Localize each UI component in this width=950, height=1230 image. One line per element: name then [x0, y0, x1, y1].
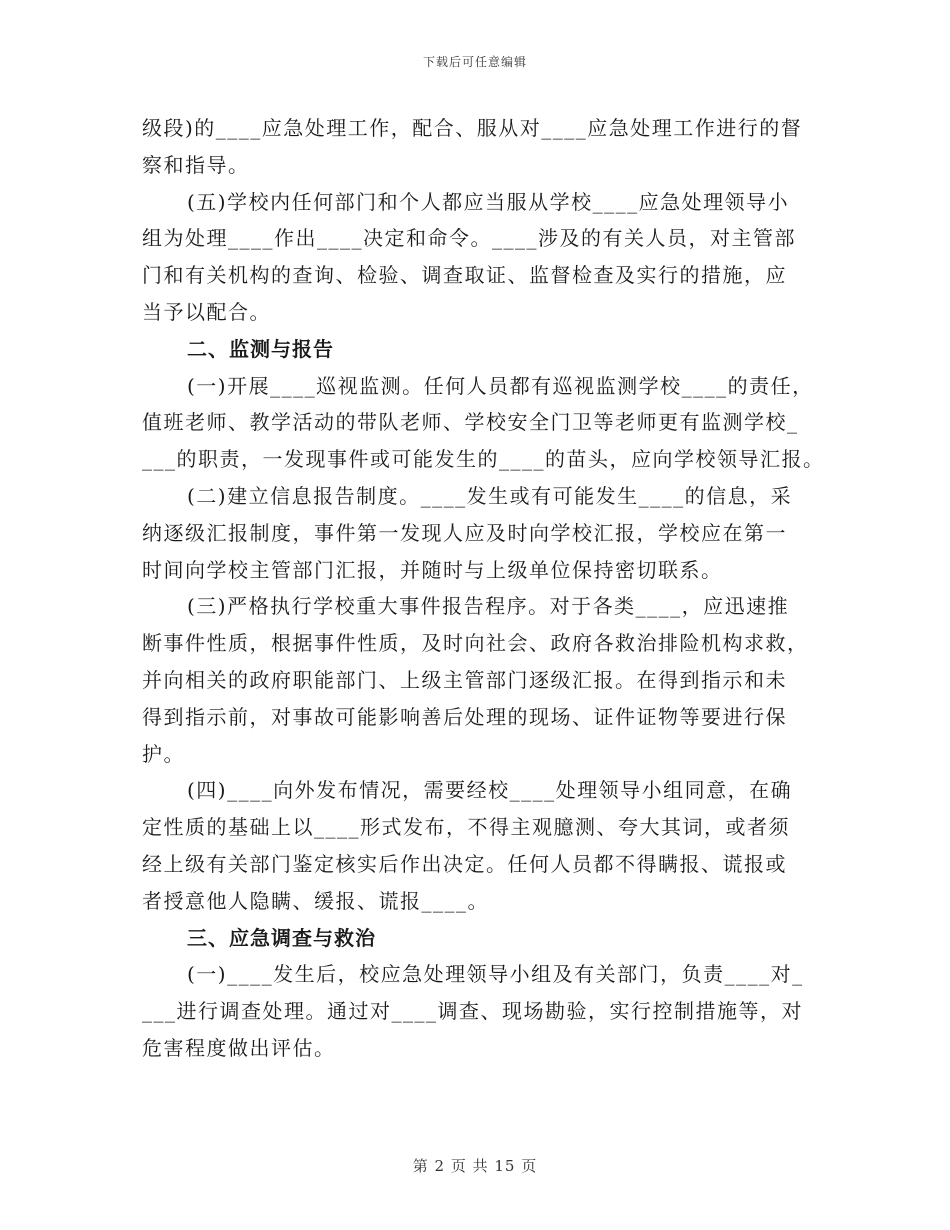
text-line: 纳逐级汇报制度，事件第一发现人应及时向学校汇报，学校应在第一: [142, 520, 787, 545]
text-line: (四)____向外发布情况，需要经校____处理领导小组同意，在确: [187, 778, 793, 803]
text-line: (五)学校内任何部门和个人都应当服从学校____应急处理领导小: [187, 189, 790, 214]
text-line: 经上级有关部门鉴定核实后作出决定。任何人员都不得瞒报、谎报或: [142, 851, 787, 876]
document-body: [142, 110, 825, 1067]
text-line: 级段)的____应急处理工作，配合、服从对____应急处理工作进行的督: [142, 116, 803, 140]
text-line: 门和有关机构的查询、检验、调查取证、监督检查及实行的措施，应: [142, 263, 787, 288]
text-line: 者授意他人隐瞒、缓报、谎报____。: [142, 888, 489, 913]
text-line: 得到指示前，对事故可能影响善后处理的现场、证件证物等要进行保: [142, 704, 787, 729]
text-line: ___的职责，一发现事件或可能发生的____的苗头，应向学校领导汇报。: [142, 447, 825, 472]
text-line: 断事件性质，根据事件性质，及时向社会、政府各救治排险机构求救，: [142, 631, 809, 656]
text-line: 当予以配合。: [142, 299, 271, 324]
page-header: 下载后可任意编辑: [422, 55, 527, 69]
section-heading: 二、监测与报告: [187, 336, 334, 361]
text-line: ___进行调查处理。通过对____调查、现场勘验，实行控制措施等，对: [142, 999, 803, 1024]
text-line: 察和指导。: [142, 152, 250, 177]
text-line: (三)严格执行学校重大事件报告程序。对于各类____，应迅速推: [187, 594, 790, 619]
section-heading: 三、应急调查与救治: [187, 925, 376, 950]
text-line: 组为处理____作出____决定和命令。____涉及的有关人员，对主管部: [142, 226, 796, 251]
text-line: 定性质的基础上以____形式发布，不得主观臆测、夸大其词，或者须: [142, 815, 790, 840]
text-line: 时间向学校主管部门汇报，并随时与上级单位保持密切联系。: [142, 557, 723, 582]
page-number: 第 2 页 共 15 页: [412, 1157, 538, 1175]
text-line: (二)建立信息报告制度。____发生或有可能发生____的信息，采: [187, 483, 793, 508]
text-line: (一)____发生后，校应急处理领导小组及有关部门，负责____对_: [187, 962, 804, 987]
text-line: (一)开展____巡视监测。任何人员都有巡视监测学校____的责任，: [187, 373, 814, 398]
text-line: 危害程度做出评估。: [142, 1035, 336, 1060]
text-line: 并向相关的政府职能部门、上级主管部门逐级汇报。在得到指示和未: [142, 667, 787, 692]
text-line: 值班老师、教学活动的带队老师、学校安全门卫等老师更有监测学校_: [142, 410, 799, 435]
text-line: 护。: [142, 741, 185, 766]
